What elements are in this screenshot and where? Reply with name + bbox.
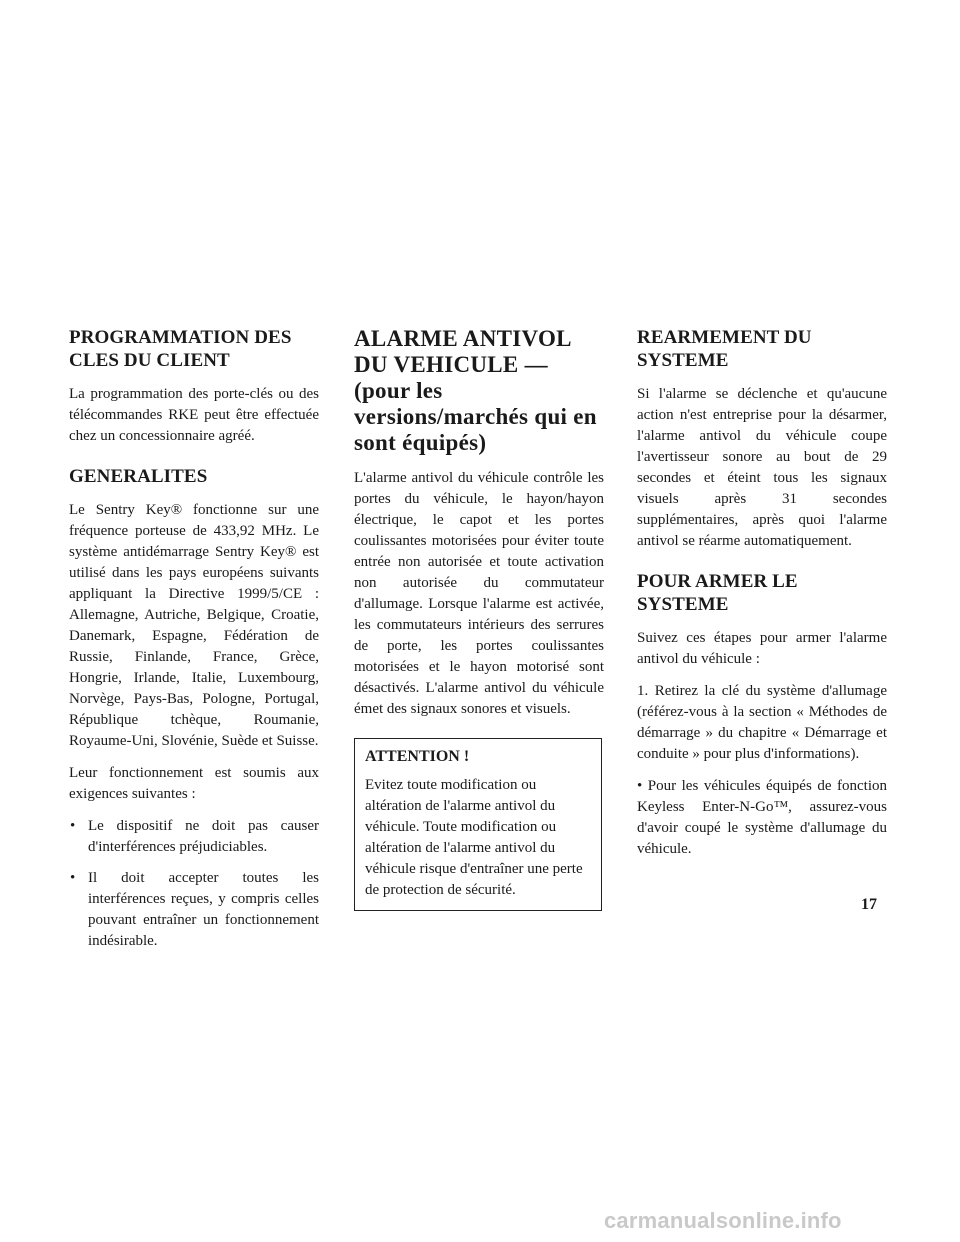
page-number: 17 [861, 896, 877, 913]
warning-box [354, 738, 602, 911]
list-item [69, 868, 319, 952]
keyless-note: • Pour les véhicules équipés de fonction Keyless Enter-N-Go™, assurez-vous d'avoir coupé le système d'allumage du véhicule. [637, 778, 887, 857]
requirements-text: Leur fonctionnement est soumis aux exigences suivantes : [69, 765, 319, 802]
alarm-text: L'alarme antivol du véhicule contrôle les portes du véhicule, le hayon/hayon électrique, le capot et les portes coulissantes motorisées pour éviter toute entrée non autorisée et toute activation non autorisée du commutateur d'allumage. Lorsque l'alarme est activée, les commutateurs intérieurs des serrures de porte, les portes coulissantes motorisées et le hayon motorisé sont désactivés. L'alarme antivol du véhicule émet des signaux sonores et visuels. [354, 470, 604, 717]
bullet-icon: • [70, 818, 76, 834]
bullet-icon: • [70, 870, 76, 886]
list-item-text: Le dispositif ne doit pas causer d'interférences préjudiciables. [88, 818, 319, 855]
watermark: carmanualsonline.info [604, 1208, 842, 1233]
left-column [69, 326, 319, 962]
rearm-text: Si l'alarme se déclenche et qu'aucune action n'est entreprise pour la désarmer, l'alarme antivol du véhicule coupe l'avertisseur sonore au bout de 29 secondes et éteint tous les signaux visuels après 31 secondes supplémentaires, après quoi l'alarme antivol se réarme automatiquement. [637, 386, 887, 549]
programming-heading: PROGRAMMATION DES CLES DU CLIENT [69, 327, 292, 371]
warning-title: ATTENTION ! [365, 748, 470, 765]
right-column [637, 326, 887, 871]
rearm-heading: REARMEMENT DU SYSTEME [637, 327, 812, 371]
arm-intro: Suivez ces étapes pour armer l'alarme antivol du véhicule : [637, 630, 887, 667]
general-heading: GENERALITES [69, 466, 208, 487]
alarm-heading: ALARME ANTIVOL DU VEHICULE — (pour les versions/marchés qui en sont équipés) [354, 326, 597, 455]
programming-text: La programmation des porte-clés ou des télécommandes RKE peut être effectuée chez un concessionnaire agréé. [69, 386, 319, 444]
list-item [69, 816, 319, 858]
arm-heading: POUR ARMER LE SYSTEME [637, 571, 798, 615]
list-item-text: Il doit accepter toutes les interférences reçues, y compris celles pouvant entraîner un fonctionnement indésirable. [88, 870, 319, 949]
requirements-list [69, 816, 319, 952]
arm-step-1: 1. Retirez la clé du système d'allumage (référez-vous à la section « Méthodes de démarrage » du chapitre « Démarrage et conduite » pour plus d'informations). [637, 683, 887, 762]
middle-column [354, 326, 604, 911]
warning-text: Evitez toute modification ou altération de l'alarme antivol du véhicule. Toute modification ou altération de l'alarme antivol du véhicule risque d'entraîner une perte de protection de sécurité. [365, 777, 583, 898]
general-text: Le Sentry Key® fonctionne sur une fréquence porteuse de 433,92 MHz. Le système antidémarrage Sentry Key® est utilisé dans les pays européens suivants appliquant la Directive 1999/5/CE : Allemagne, Autriche, Belgique, Croatie, Danemark, Espagne, Fédération de Russie, Finlande, France, Grèce, Hongrie, Irlande, Italie, Luxembourg, Norvège, Pays-Bas, Pologne, Portugal, République tchèque, Roumanie, Royaume-Uni, Slovénie, Suède et Suisse. [69, 502, 319, 749]
